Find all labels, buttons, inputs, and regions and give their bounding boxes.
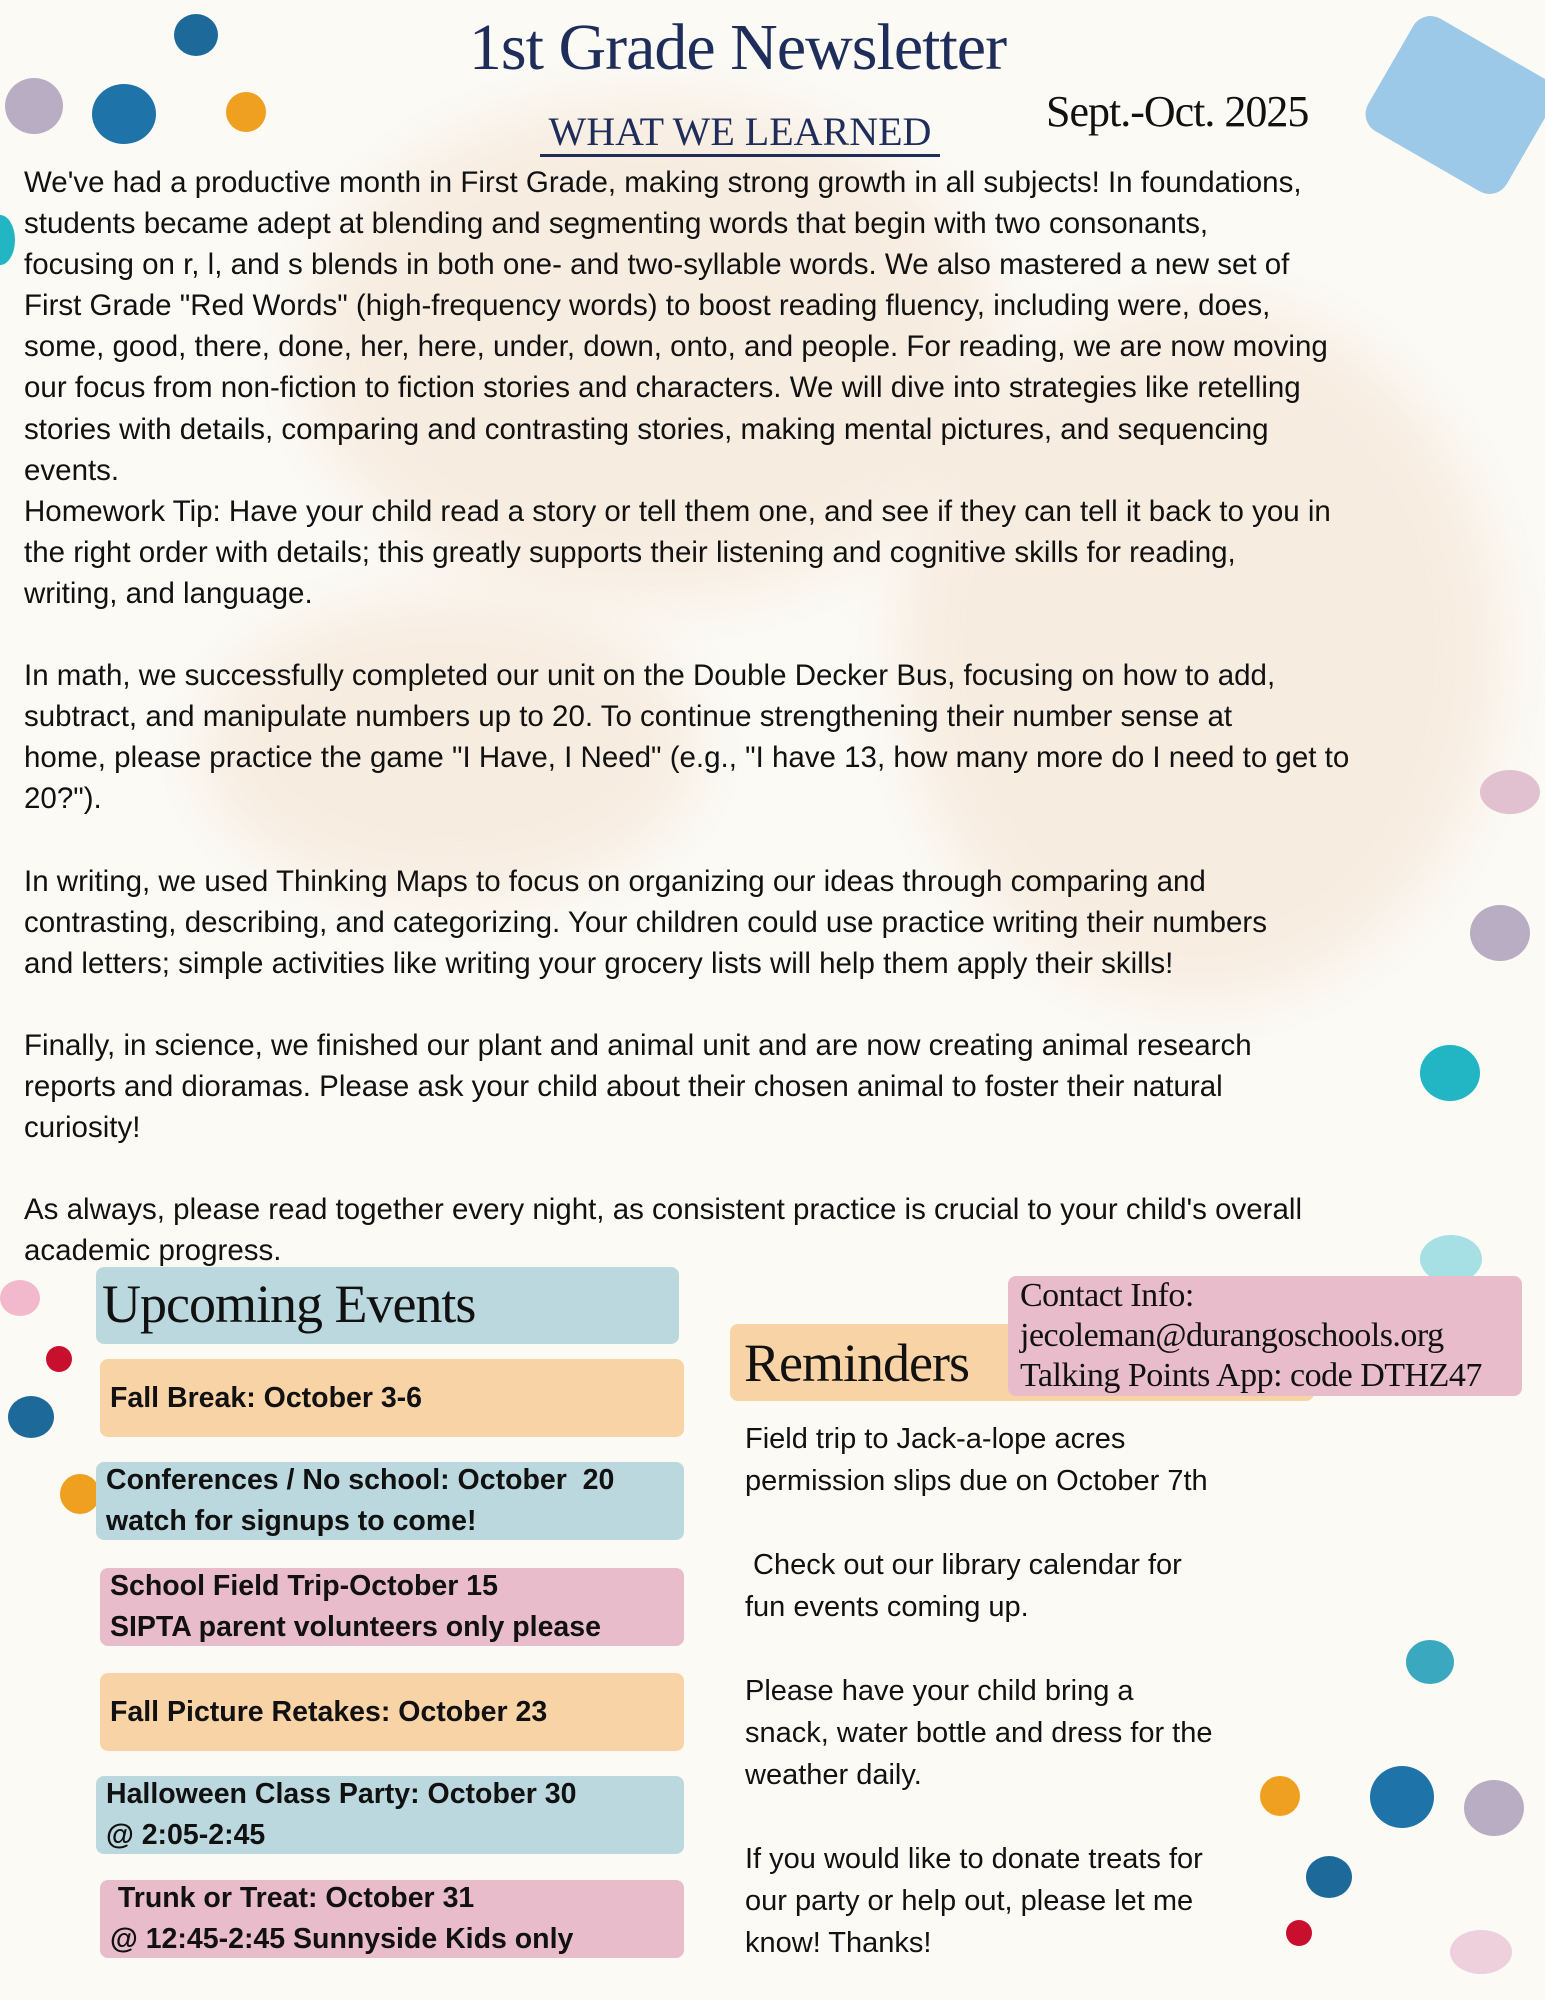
paint-dot [1406,1640,1454,1684]
body-line: the right order with details; this greatly supports their listening and cognitive skills for reading, [24,535,1236,569]
paint-dot [1464,1780,1524,1836]
event-text: School Field Trip-October 15 [110,1570,498,1602]
body-line: curiosity! [24,1111,141,1145]
body-line: our focus from non-fiction to fiction stories and characters. We will dive into strategies like retelling [24,371,1301,405]
body-line: Homework Tip: Have your child read a story or tell them one, and see if they can tell it back to you in [24,494,1331,528]
event-item [100,1359,684,1437]
reminder-line: know! Thanks! [745,1927,932,1959]
body-line: and letters; simple activities like writing your grocery lists will help them apply their skills! [24,946,1174,980]
event-text: @ 2:05-2:45 [106,1819,266,1851]
reminder-line: our party or help out, please let me [745,1885,1194,1917]
event-text: Halloween Class Party: October 30 [106,1778,577,1810]
paint-dot [46,1346,72,1372]
body-line: In writing, we used Thinking Maps to focus on organizing our ideas through comparing and [24,864,1206,898]
body-line: focusing on r, l, and s blends in both one- and two-syllable words. We also mastered a new set of [24,248,1290,282]
body-line [24,984,1349,1025]
paint-dot [60,1474,100,1514]
reminders-heading: Reminders [730,1324,1314,1401]
event-text: SIPTA parent volunteers only please [110,1611,601,1643]
newsletter-date: Sept.-Oct. 2025 [1046,87,1309,136]
body-text [24,162,1349,1272]
body-line: writing, and language. [24,576,313,610]
reminder-line: Field trip to Jack-a-lope acres [745,1423,1126,1455]
paint-dot [1480,770,1540,814]
body-line: events. [24,453,120,487]
paint-dot [1470,905,1530,961]
paint-dot [1420,1045,1480,1101]
reminder-line [745,1502,1212,1544]
reminder-line: Please have your child bring a [745,1675,1134,1707]
event-item [100,1880,684,1958]
body-line: subtract, and manipulate numbers up to 20. To continue strengthening their number sense at [24,700,1233,734]
newsletter-title: 1st Grade Newsletter [468,11,1007,84]
event-text: @ 12:45-2:45 Sunnyside Kids only [110,1923,574,1955]
reminder-line: permission slips due on October 7th [745,1465,1208,1497]
body-line: stories with details, comparing and contrasting stories, making mental pictures, and sequencing [24,412,1269,446]
event-item [100,1568,684,1646]
section-heading: WHAT WE LEARNED [540,110,940,157]
paint-dot [1306,1856,1352,1898]
body-line: some, good, there, done, her, here, under, down, onto, and people. For reading, we are now moving [24,330,1328,364]
reminders-text [745,1418,1212,1964]
event-text: Fall Picture Retakes: October 23 [110,1695,548,1728]
paint-dot [1260,1776,1300,1816]
paint-dot [0,215,15,265]
body-line [24,820,1349,861]
body-line: 20?"). [24,782,102,816]
body-line: Finally, in science, we finished our plant and animal unit and are now creating animal research [24,1028,1252,1062]
paint-dot [0,1280,40,1316]
body-line: academic progress. [24,1234,282,1268]
paint-dot [1450,1930,1512,1974]
event-text: Trunk or Treat: October 31 [110,1882,475,1914]
events-heading: Upcoming Events [96,1267,679,1344]
reminder-line [745,1628,1212,1670]
body-line: students became adept at blending and segmenting words that begin with two consonants, [24,207,1209,241]
paint-dot [8,1396,54,1438]
reminder-line: fun events coming up. [745,1591,1029,1623]
body-line: reports and dioramas. Please ask your child about their chosen animal to foster their natural [24,1070,1223,1104]
body-line: As always, please read together every night, as consistent practice is crucial to your child's overall [24,1193,1303,1227]
contact-info [1008,1276,1522,1396]
event-item [96,1776,684,1854]
body-line: First Grade "Red Words" (high-frequency words) to boost reading fluency, including were, does, [24,289,1271,323]
body-line: We've had a productive month in First Grade, making strong growth in all subjects! In foundations, [24,166,1302,199]
contact-app: Talking Points App: code DTHZ47 [1020,1357,1482,1394]
contact-label: Contact Info: [1020,1277,1194,1314]
paint-dot [226,92,266,132]
reminder-line [745,1796,1212,1838]
paint-dot [1286,1920,1312,1946]
body-line [24,1148,1349,1189]
reminder-line: Check out our library calendar for [745,1549,1182,1581]
contact-email[interactable]: jecoleman@durangoschools.org [1020,1317,1444,1354]
event-text: Fall Break: October 3-6 [110,1381,423,1414]
event-item [96,1462,684,1540]
reminder-line: weather daily. [745,1759,922,1791]
body-line: contrasting, describing, and categorizing. Your children could use practice writing their numbers [24,905,1267,939]
event-item [100,1673,684,1751]
event-text: Conferences / No school: October 20 [106,1464,615,1496]
reminder-line: snack, water bottle and dress for the [745,1717,1213,1749]
body-line: home, please practice the game "I Have, I Need" (e.g., "I have 13, how many more do I need to get to [24,741,1350,775]
paint-dot [5,78,63,134]
paint-dot [1370,1766,1434,1828]
body-line: In math, we successfully completed our unit on the Double Decker Bus, focusing on how to add, [24,659,1276,693]
body-line [24,614,1349,655]
reminder-line: If you would like to donate treats for [745,1843,1203,1875]
event-text: watch for signups to come! [106,1505,477,1537]
paint-dot [92,84,156,144]
